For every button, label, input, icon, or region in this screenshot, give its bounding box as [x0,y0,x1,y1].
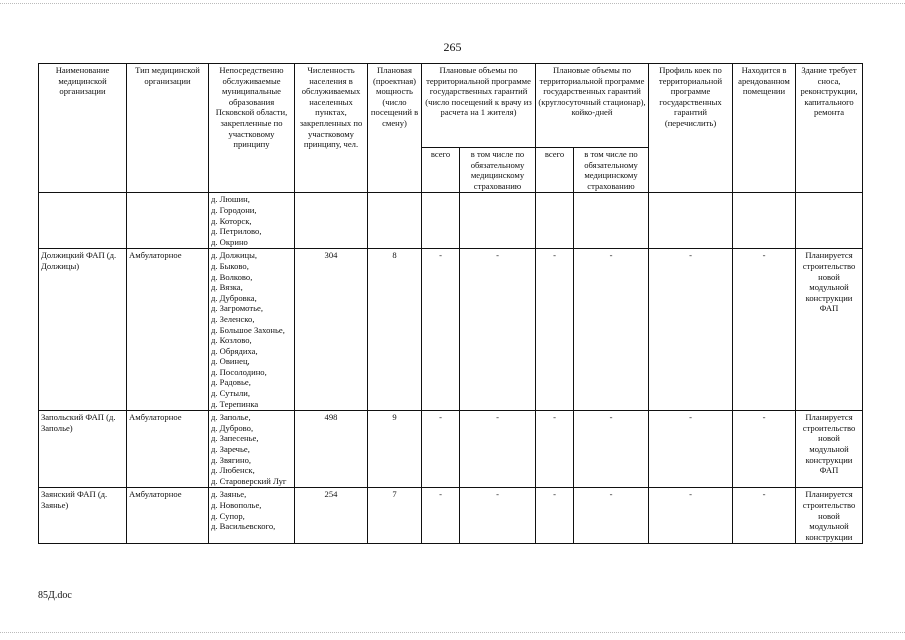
village-name: д. Волково, [211,271,253,282]
villages-cell [209,193,295,249]
beds-oms-value: - [574,488,649,544]
village-name: д. Большое Захонье, [211,324,285,335]
village-name: д. Запесенье, [211,433,259,444]
visits-oms-value: - [460,249,536,411]
village-name: д. Быково, [211,260,249,271]
visits-oms-value: - [460,488,536,544]
visits-total-value: - [422,249,460,411]
capacity-value: 7 [368,488,422,544]
capacity-value: 9 [368,411,422,488]
village-name: д. Сутыли, [211,388,251,399]
village-name: д. Посолодино, [211,366,267,377]
village-name: д. Супор, [211,510,245,521]
header-served: Непосредственно обслуживаемые муниципальные образования Псковской области, закрепленные по участковому принципу [209,64,295,193]
rented-value: - [733,249,796,411]
village-name: д. Петрилово, [211,226,262,237]
village-name: д. Радовье, [211,377,251,388]
medical-organizations-table [38,63,863,544]
header-capacity: Плановая (проектная) мощность (число посещений в смену) [368,64,422,193]
table-row [39,488,863,544]
village-name: д. Люшин, [211,194,250,205]
header-beds-total: всего [536,148,574,193]
village-name: д. Заянье, [211,489,247,500]
village-name: д. Любенск, [211,465,255,476]
header-type: Тип медицинской организации [127,64,209,193]
visits-total-value: - [422,488,460,544]
profile-value: - [649,411,733,488]
beds-total-value: - [536,249,574,411]
village-name: д. Терепинка [211,398,259,409]
village-name: д. Новополье, [211,500,262,510]
header-visits: Плановые объемы по территориальной программе государственных гарантий (число посещений к врачу из расчета на 1 жителя) [422,64,536,148]
profile-value: - [649,249,733,411]
org-type: Амбулаторное [127,249,209,411]
org-name: Заянский ФАП (д. Заянье) [39,488,127,544]
village-name: д. Зеленско, [211,313,255,324]
villages-cell [209,411,295,488]
village-name: д. Вязка, [211,282,243,293]
table-row [39,411,863,488]
header-building: Здание требует сноса, реконструкции, капитального ремонта [796,64,863,193]
header-beds: Плановые объемы по территориальной программе государственных гарантий (круглосуточный стационар), койко-дней [536,64,649,148]
header-profile: Профиль коек по территориальной программе государственных гарантий (перечислить) [649,64,733,193]
header-visits-oms: в том числе по обязательному медицинскому страхованию [460,148,536,193]
beds-total-value: - [536,411,574,488]
rented-value: - [733,488,796,544]
page-number: 265 [443,40,462,54]
village-name: д. Должицы, [211,250,258,261]
building-note: Планируется строительство новой модульной конструкции ФАП [796,411,863,488]
header-rented: Находится в арендованном помещении [733,64,796,193]
village-name: д. Козлово, [211,335,252,346]
population-value: 254 [295,488,368,544]
village-name: д. Староверский Луг [211,475,287,486]
beds-oms-value: - [574,411,649,488]
header-visits-total: всего [422,148,460,193]
village-name: д. Обрядиха, [211,345,258,356]
villages-cell [209,249,295,411]
village-name: д. Звягино, [211,454,252,465]
scan-edge-top [0,3,905,4]
header-beds-oms: в том числе по обязательному медицинскому страхованию [574,148,649,193]
visits-total-value: - [422,411,460,488]
village-name: д. Васильевского, [211,521,276,532]
population-value: 304 [295,249,368,411]
profile-value: - [649,488,733,544]
villages-cell [209,488,295,544]
org-type: Амбулаторное [127,488,209,544]
header-name: Наименование медицинской организации [39,64,127,193]
village-name: д. Дуброво, [211,422,254,433]
beds-oms-value: - [574,249,649,411]
org-name: Запольский ФАП (д. Заполье) [39,411,127,488]
scan-edge-bottom [0,632,905,633]
beds-total-value: - [536,488,574,544]
rented-value: - [733,411,796,488]
village-name: д. Городони, [211,204,257,215]
capacity-value: 8 [368,249,422,411]
document-filename: 85Д.doc [38,590,72,601]
village-name: д. Заречье, [211,444,250,455]
village-name: д. Заполье, [211,412,251,423]
village-name: д. Которск, [211,215,252,226]
population-value: 498 [295,411,368,488]
org-name: Должицкий ФАП (д. Должицы) [39,249,127,411]
village-name: д. Загромотье, [211,303,264,314]
header-population: Численность населения в обслуживаемых населенных пунктах, закрепленных по участковому принципу, чел. [295,64,368,193]
building-note: Планируется строительство новой модульной конструкции [796,488,863,544]
visits-oms-value: - [460,411,536,488]
village-name: д. Дубровка, [211,292,257,303]
village-name: д. Овинец, [211,356,250,367]
table-row [39,249,863,411]
org-type: Амбулаторное [127,411,209,488]
building-note: Планируется строительство новой модульной конструкции ФАП [796,249,863,411]
village-name: д. Окрино [211,236,248,247]
table-row-continuation [39,193,863,249]
